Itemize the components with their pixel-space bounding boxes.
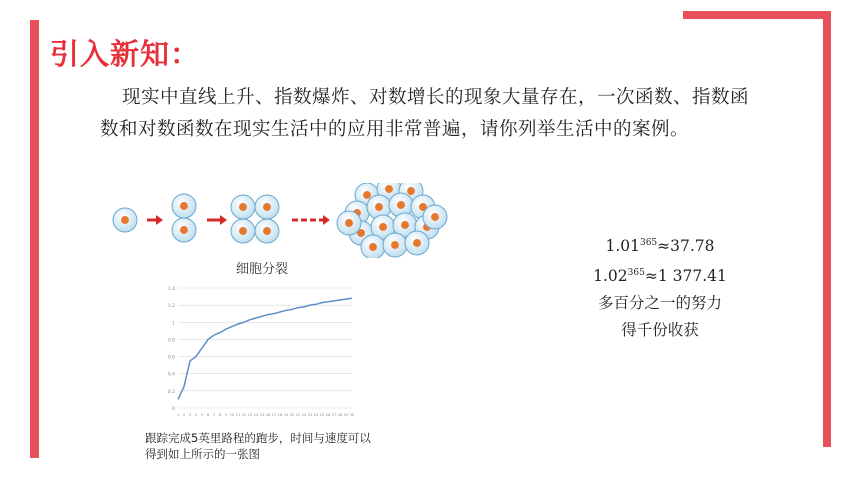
- formula-line-2: $1.02^{365}\approx 1$ 377.41: [593, 267, 727, 285]
- x-tick-label: 12: [241, 413, 247, 417]
- x-tick-label: 29: [343, 413, 349, 417]
- x-tick-label: 14: [253, 413, 259, 417]
- cell: [423, 205, 447, 229]
- x-tick-label: 23: [307, 413, 313, 417]
- y-tick-label: 0.6: [167, 355, 175, 361]
- x-tick-label: 25: [319, 413, 325, 417]
- x-tick-label: 22: [301, 413, 307, 417]
- x-tick-label: 19: [283, 413, 289, 417]
- cell: [113, 208, 137, 232]
- cell-division-illustration: [105, 183, 450, 258]
- x-tick-label: 18: [277, 413, 283, 417]
- x-tick-label: 20: [289, 413, 295, 417]
- motto-line-2: 得千份收获: [621, 321, 699, 339]
- x-tick-label: 21: [295, 413, 301, 417]
- frame-right-bar: [823, 11, 831, 447]
- cell: [361, 235, 385, 258]
- x-tick-label: 4: [194, 413, 198, 417]
- cell: [337, 211, 361, 235]
- arrow-right-icon: [207, 215, 227, 225]
- arrow-right-icon: [147, 215, 163, 225]
- x-tick-label: 30: [349, 413, 355, 417]
- x-tick-label: 3: [188, 413, 192, 417]
- x-tick-label: 10: [229, 413, 235, 417]
- x-tick-label: 7: [212, 413, 216, 417]
- y-tick-label: 1.2: [167, 304, 175, 310]
- x-tick-label: 6: [206, 413, 210, 417]
- page-title: 引入新知：: [50, 37, 201, 71]
- x-tick-label: 5: [200, 413, 204, 417]
- arrow-right-icon: [292, 215, 330, 225]
- cell: [231, 219, 255, 243]
- motto-line-1: 多百分之一的努力: [597, 294, 722, 312]
- cell-division-caption: 细胞分裂: [236, 262, 289, 277]
- x-tick-label: 28: [337, 413, 343, 417]
- x-tick-label: 26: [325, 413, 331, 417]
- x-tick-label: 2: [182, 413, 186, 417]
- x-tick-label: 13: [247, 413, 253, 417]
- frame-top-bar: [683, 11, 831, 19]
- running-speed-chart: [160, 280, 360, 425]
- intro-paragraph: 现实中直线上升、指数爆炸、对数增长的现象大量存在，一次函数、指数函数和对数函数在现实生活中的应用非常普遍，请你列举生活中的案例。: [100, 87, 750, 140]
- y-tick-label: 0.4: [167, 372, 175, 378]
- x-tick-label: 11: [235, 413, 241, 417]
- chart-caption: 跟踪完成5英里路程的跑步，时间与速度可以得到如上所示的一张图: [145, 431, 371, 461]
- formula-line-1: $1.01^{365}\approx 37.78$: [605, 237, 715, 255]
- x-tick-label: 1: [176, 413, 180, 417]
- y-tick-label: 1: [172, 321, 175, 327]
- series-line: [178, 298, 352, 399]
- y-tick-label: 0.2: [167, 389, 175, 395]
- cell: [383, 233, 407, 257]
- x-tick-label: 8: [218, 413, 222, 417]
- y-tick-label: 0: [172, 407, 175, 412]
- cell: [172, 194, 196, 218]
- x-tick-label: 27: [331, 413, 337, 417]
- cell: [405, 231, 429, 255]
- x-tick-label: 24: [313, 413, 319, 417]
- x-tick-label: 15: [259, 413, 265, 417]
- cell: [231, 195, 255, 219]
- formula-block: [555, 230, 765, 344]
- x-tick-label: 16: [265, 413, 271, 417]
- x-tick-label: 17: [271, 413, 277, 417]
- cell: [172, 218, 196, 242]
- cell: [255, 195, 279, 219]
- cell: [255, 219, 279, 243]
- frame-left-bar: [30, 20, 39, 458]
- y-tick-label: 1.4: [167, 287, 175, 292]
- y-tick-label: 0.8: [167, 338, 175, 344]
- x-tick-label: 9: [224, 413, 228, 417]
